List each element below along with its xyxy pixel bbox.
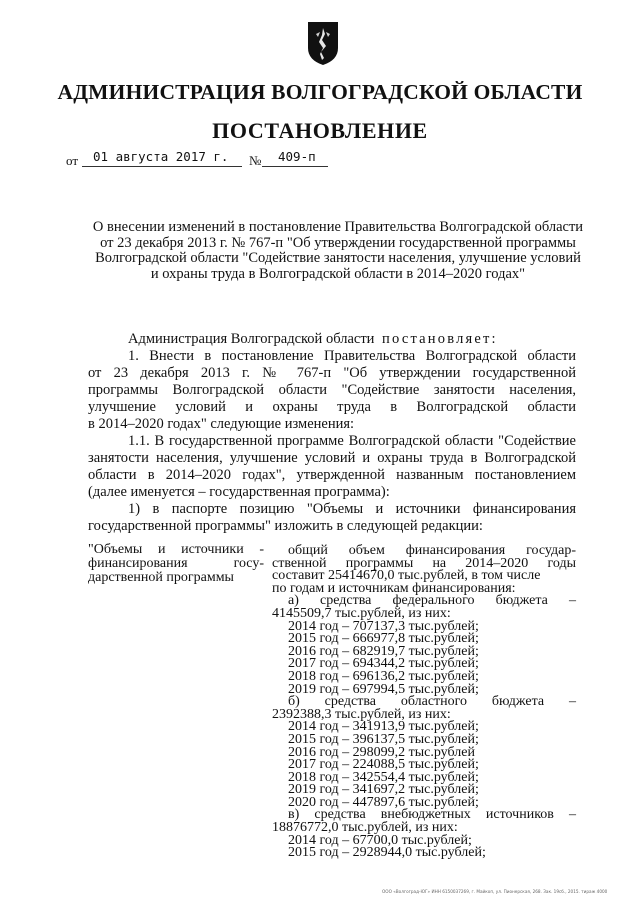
table-right-line: 2020 год – 447897,6 тыс.рублей;	[288, 794, 479, 810]
table-left-line: "Объемы и источники -	[88, 542, 264, 557]
document-type-title: ПОСТАНОВЛЕНИЕ	[212, 118, 428, 143]
paragraph-line: 1) в паспорте позицию "Объемы и источники финансирования	[128, 501, 576, 517]
printer-imprint: ООО «Волгоград-ЮГ» ИНН 6150037269, г. Майкоп, ул. Пионерская, 268. Зак. 19сб., 2015. тираж 4000	[382, 889, 608, 894]
table-right-line: а) средства федерального бюджета –	[288, 593, 576, 609]
table-right-line: ственной программы на 2014–2020 годы	[272, 555, 576, 571]
table-right-line: в) средства внебюджетных источников –	[288, 807, 576, 823]
table-right-cell	[272, 545, 576, 860]
number-underline	[262, 166, 328, 167]
table-right-line: 2016 год – 298099,2 тыс.рублей	[288, 744, 475, 760]
subject-line: О внесении изменений в постановление Правительства Волгоградской области	[92, 219, 584, 235]
paragraph-line: 1.1. В государственной программе Волгоградской области "Содействие	[128, 433, 576, 449]
coat-of-arms-emblem	[306, 20, 340, 66]
table-right-line: 2015 год – 2928944,0 тыс.рублей;	[288, 845, 486, 861]
paragraph-line: от 23 декабря 2013 г. № 767-п "Об утверждении государственной	[88, 365, 576, 381]
paragraph-line: 1. Внести в постановление Правительства Волгоградской области	[128, 348, 576, 364]
table-right-line: 4145509,7 тыс.рублей, из них:	[272, 605, 451, 621]
table-right-line: по годам и источникам финансирования:	[272, 580, 516, 596]
number-prefix: №	[249, 153, 262, 168]
table-left-cell	[88, 543, 264, 585]
intro-text: Администрация Волгоградской области	[128, 331, 375, 347]
paragraph-line: улучшение условий и охраны труда в Волгоградской области	[88, 399, 576, 415]
subject-line: Волгоградской области "Содействие занятости населения, улучшение условий	[95, 250, 581, 266]
table-right-line: 2019 год – 341697,2 тыс.рублей;	[288, 782, 479, 798]
table-right-line: 2016 год – 682919,7 тыс.рублей;	[288, 643, 479, 659]
subject-line: от 23 декабря 2013 г. № 767-п "Об утверждении государственной программы	[100, 234, 576, 251]
table-right-line: 2018 год – 696136,2 тыс.рублей;	[288, 668, 479, 684]
date-prefix: от	[66, 153, 79, 168]
table-right-line: общий объем финансирования государ-	[288, 543, 576, 558]
table-right-line: 2015 год – 666977,8 тыс.рублей;	[288, 631, 479, 647]
table-right-line: 2014 год – 341913,9 тыс.рублей;	[288, 719, 479, 735]
paragraph-line: (далее именуется – государственная программа):	[88, 484, 390, 500]
document-date: 01 августа 2017 г.	[93, 149, 229, 164]
paragraph-line: области в 2014–2020 годах", утвержденной названным постановлением	[88, 467, 576, 483]
table-right-line: 2017 год – 694344,2 тыс.рублей;	[288, 656, 479, 672]
intro-line	[128, 331, 498, 347]
document-number: 409-п	[278, 149, 316, 164]
table-right-line: 2014 год – 707137,3 тыс.рублей;	[288, 618, 479, 634]
intro-verb: постановляет:	[382, 331, 498, 347]
document-meta	[0, 149, 640, 171]
table-right-line: б) средства областного бюджета –	[288, 694, 576, 710]
table-left-line: дарственной программы	[88, 570, 234, 585]
paragraph-line: в 2014–2020 годах" следующие изменения:	[88, 416, 355, 432]
subject-line: и охраны труда в Волгоградской области в 2014–2020 годах"	[150, 265, 526, 282]
table-right-line: 2019 год – 697994,5 тыс.рублей;	[288, 681, 479, 697]
table-right-line: 2015 год – 396137,5 тыс.рублей;	[288, 731, 479, 747]
table-right-line: 2392388,3 тыс.рублей, из них:	[272, 706, 451, 722]
table-right-line: 2017 год – 224088,5 тыс.рублей;	[288, 757, 479, 773]
document-subject	[88, 220, 588, 282]
table-right-line: составит 25414670,0 тыс.рублей, в том числе	[272, 568, 541, 584]
table-right-line: 2018 год – 342554,4 тыс.рублей;	[288, 769, 479, 785]
organization-name: АДМИНИСТРАЦИЯ ВОЛГОГРАДСКОЙ ОБЛАСТИ	[57, 80, 583, 104]
paragraph-line: программы Волгоградской области "Содействие занятости населения,	[88, 382, 576, 398]
table-left-line: финансирования госу-	[88, 556, 264, 571]
table-right-line: 18876772,0 тыс.рублей, из них:	[272, 820, 458, 836]
date-underline	[82, 166, 242, 167]
paragraph-line: занятости населения, улучшение условий и охраны труда в Волгоградской	[88, 450, 576, 466]
paragraph-line: государственной программы" изложить в следующей редакции:	[88, 518, 483, 534]
table-right-line: 2014 год – 67700,0 тыс.рублей;	[288, 832, 472, 848]
